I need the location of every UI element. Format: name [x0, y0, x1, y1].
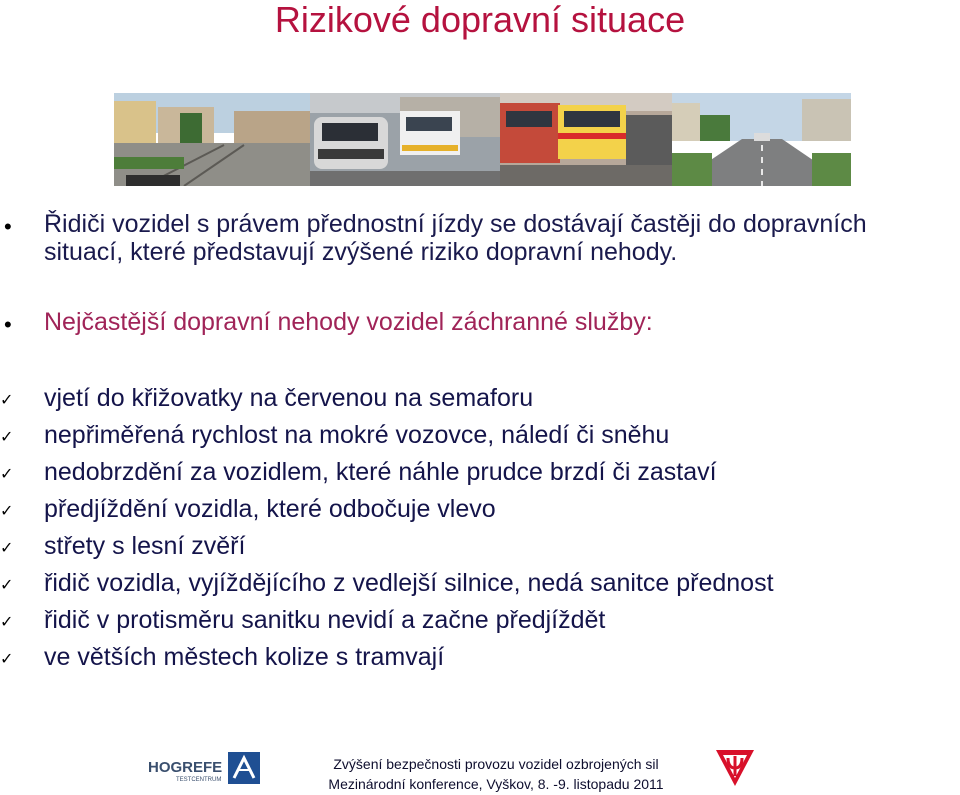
logo-wordmark: HOGREFE — [148, 759, 223, 776]
checkmark-icon: ✓ — [0, 466, 14, 483]
checklist-item-text: řidič vozidla, vyjíždějícího z vedlejší silnice, nedá sanitce přednost — [44, 569, 774, 597]
photo-ambulance-tram — [500, 93, 672, 186]
footer-caption — [296, 754, 696, 794]
logo-subtext: TESTCENTRUM — [176, 777, 222, 783]
checklist-item-text: nepřiměřená rychlost na mokré vozovce, náledí či sněhu — [44, 421, 670, 449]
checklist-item — [0, 382, 960, 420]
slide-title: Rizikové dopravní situace — [274, 0, 686, 40]
checklist-item — [0, 604, 960, 642]
photo-strip — [114, 93, 851, 186]
checklist-item-text: ve větších městech kolize s tramvají — [44, 643, 445, 671]
checklist-item-text: předjíždění vozidla, které odbočuje vlevo — [44, 495, 496, 523]
bullet-dot-icon: • — [4, 214, 12, 239]
checklist-item — [0, 567, 960, 605]
checklist-item-text: řidič v protisměru sanitku nevidí a začne předjíždět — [44, 606, 606, 634]
checkmark-icon: ✓ — [0, 651, 14, 668]
footer-line-1: Zvýšení bezpečnosti provozu vozidel ozbrojených sil — [333, 756, 659, 772]
footer-line-2: Mezinárodní konference, Vyškov, 8. -9. listopadu 2011 — [328, 776, 664, 792]
checkmark-icon: ✓ — [0, 614, 14, 631]
checklist-item — [0, 530, 960, 568]
bullet-text: Řidiči vozidel s právem přednostní jízdy se dostávají častěji do dopravních situací, které představují zvýšené riziko dopravní nehody. — [44, 210, 867, 266]
checkmark-icon: ✓ — [0, 503, 14, 520]
checkmark-icon: ✓ — [0, 429, 14, 446]
hogrefe-logo — [148, 752, 262, 786]
photo-suburban-road — [672, 93, 851, 186]
photo-suv-on-road — [310, 93, 500, 186]
checkmark-icon: ✓ — [0, 577, 14, 594]
bullet-text: Nejčastější dopravní nehody vozidel záchranné služby: — [44, 308, 653, 336]
checklist-item-text: střety s lesní zvěří — [44, 532, 246, 560]
checklist-item — [0, 419, 960, 457]
checklist-item-text: nedobrzdění za vozidlem, které náhle prudce brzdí či zastaví — [44, 458, 717, 486]
checkmark-icon: ✓ — [0, 540, 14, 557]
checklist-item — [0, 641, 960, 679]
bullet-dot-icon: • — [4, 312, 12, 337]
psi-emblem-icon — [712, 744, 758, 790]
checkmark-icon: ✓ — [0, 392, 14, 409]
checklist-item — [0, 456, 960, 494]
photo-street-tram-tracks — [114, 93, 310, 186]
checklist-item-text: vjetí do křižovatky na červenou na semaforu — [44, 384, 534, 412]
checklist-item — [0, 493, 960, 531]
